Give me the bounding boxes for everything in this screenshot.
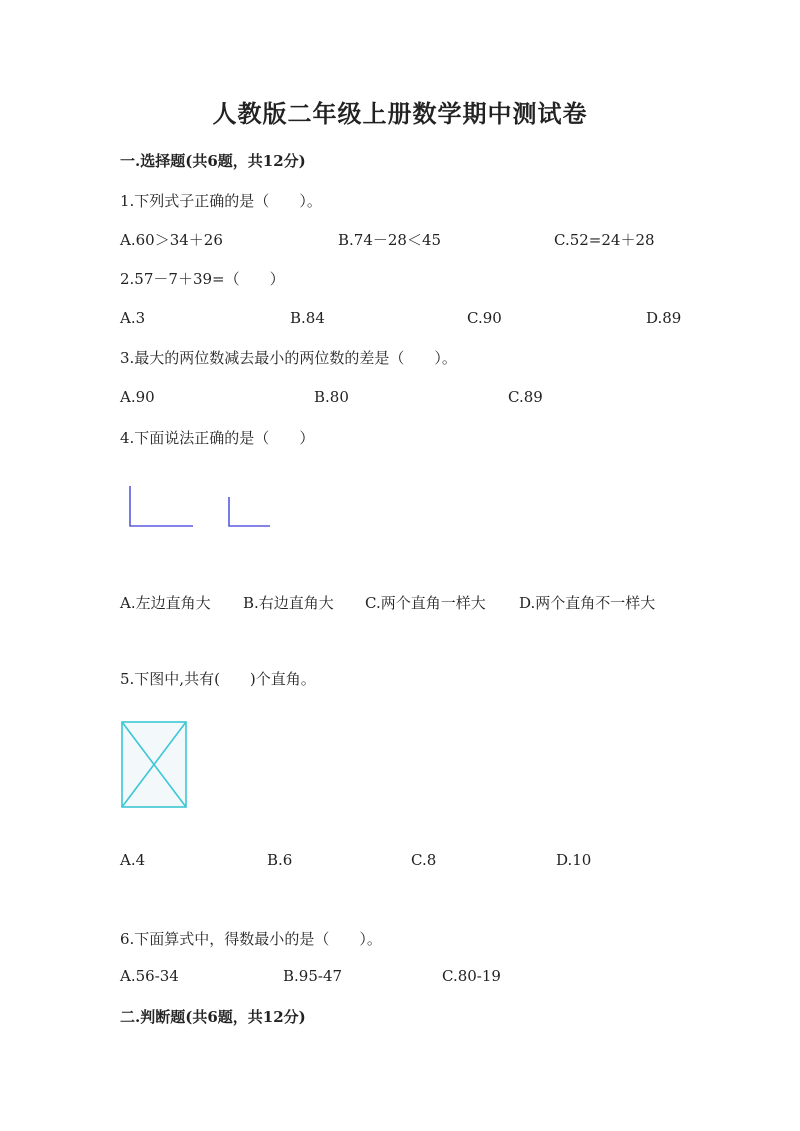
question-2-option-c: C.90 (467, 309, 502, 327)
section-heading-judgment: 二.判断题(共6题，共12分) (120, 1008, 306, 1026)
question-2-option-a: A.3 (120, 309, 146, 327)
question-5-option-c: C.8 (411, 851, 437, 869)
question-3-option-c: C.89 (508, 388, 543, 406)
question-1-option-c: C.52=24＋28 (554, 231, 655, 249)
question-3-option-a: A.90 (120, 388, 155, 406)
question-2-option-d: D.89 (646, 309, 682, 327)
question-6-stem: 6.下面算式中，得数最小的是（ ）。 (120, 930, 382, 948)
question-5-option-b: B.6 (267, 851, 293, 869)
question-4-option-d: D.两个直角不一样大 (519, 594, 656, 612)
question-4-option-a: A.左边直角大 (120, 594, 211, 612)
question-5-stem: 5.下图中,共有( )个直角。 (120, 670, 316, 688)
question-1-option-a: A.60＞34＋26 (120, 231, 223, 249)
question-6-option-a: A.56-34 (120, 967, 179, 985)
section-heading-choice: 一.选择题(共6题，共12分) (120, 152, 306, 170)
question-2-option-b: B.84 (290, 309, 325, 327)
question-1-stem: 1.下列式子正确的是（ ）。 (120, 192, 322, 210)
page-title: 人教版二年级上册数学期中测试卷 (212, 99, 588, 128)
question-6-option-c: C.80-19 (442, 967, 501, 985)
question-5-option-d: D.10 (556, 851, 592, 869)
question-6-option-b: B.95-47 (283, 967, 343, 985)
question-3-stem: 3.最大的两位数减去最小的两位数的差是（ ）。 (120, 349, 457, 367)
question-4-stem: 4.下面说法正确的是（ ） (120, 429, 315, 447)
question-3-option-b: B.80 (314, 388, 349, 406)
question-4-option-c: C.两个直角一样大 (365, 594, 486, 612)
question-1-option-b: B.74－28＜45 (338, 231, 442, 249)
question-2-stem: 2.57－7＋39=（ ） (120, 270, 285, 288)
question-5-option-a: A.4 (120, 851, 146, 869)
question-4-option-b: B.右边直角大 (243, 594, 334, 612)
